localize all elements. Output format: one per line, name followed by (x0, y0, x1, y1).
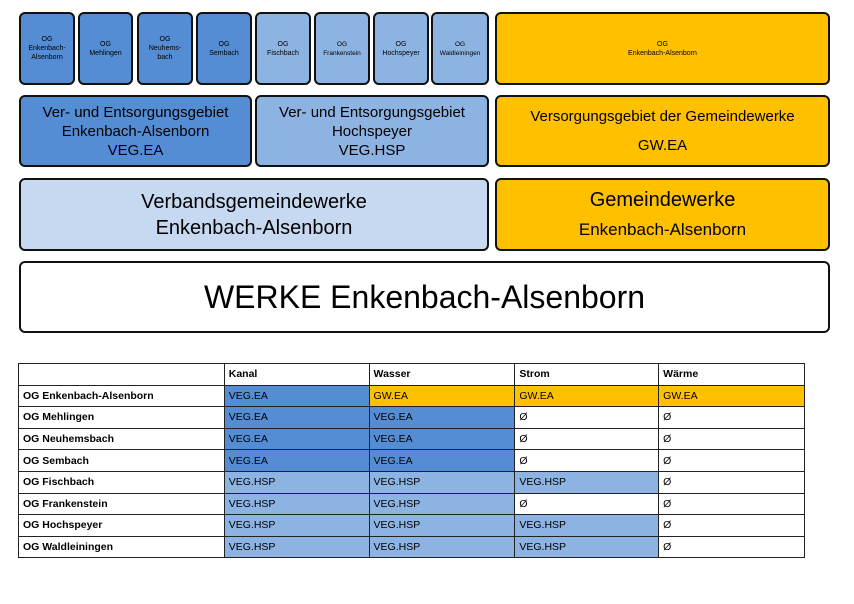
gemeindewerke-box (495, 178, 830, 251)
header-wasser: Wasser (369, 364, 515, 386)
row-name: OG Sembach (19, 450, 225, 472)
header-waerme: Wärme (659, 364, 805, 386)
table-row (19, 536, 805, 558)
cell-wasser: GW.EA (369, 385, 515, 407)
table-row (19, 493, 805, 515)
header-strom: Strom (515, 364, 659, 386)
cell-waerme: GW.EA (659, 385, 805, 407)
cell-wasser: VEG.EA (369, 407, 515, 429)
og-box-frankenstein: OG Frankenstein (314, 12, 370, 85)
row-name: OG Neuhemsbach (19, 428, 225, 450)
og-box-hochspeyer: OG Hochspeyer (373, 12, 429, 85)
og-box-fischbach: OG Fischbach (255, 12, 311, 85)
og-box-gw-enkenbach-alsenborn: OG Enkenbach-Alsenborn (495, 12, 830, 85)
row-name: OG Hochspeyer (19, 515, 225, 537)
cell-wasser: VEG.HSP (369, 471, 515, 493)
cell-strom: Ø (515, 407, 659, 429)
cell-strom: VEG.HSP (515, 515, 659, 537)
gw-area-box (495, 95, 830, 167)
og-box-mehlingen: OG Mehlingen (78, 12, 133, 85)
cell-kanal: VEG.EA (224, 450, 369, 472)
cell-kanal: VEG.EA (224, 385, 369, 407)
og-box-enkenbach-alsenborn: OG Enkenbach- Alsenborn (19, 12, 75, 85)
veg-ea-box: Ver- und Entsorgungsgebiet Enkenbach-Alsenborn VEG.EA (19, 95, 252, 167)
gemeindewerke-location: Enkenbach-Alsenborn (578, 220, 747, 240)
table-header-row (19, 364, 805, 386)
header-kanal: Kanal (224, 364, 369, 386)
cell-strom: VEG.HSP (515, 536, 659, 558)
row-name: OG Waldleiningen (19, 536, 225, 558)
table-row (19, 515, 805, 537)
gw-area-title: Versorgungsgebiet der Gemeindewerke (530, 108, 795, 126)
cell-waerme: Ø (659, 450, 805, 472)
cell-kanal: VEG.HSP (224, 536, 369, 558)
cell-waerme: Ø (659, 407, 805, 429)
row-name: OG Frankenstein (19, 493, 225, 515)
cell-wasser: VEG.HSP (369, 493, 515, 515)
cell-kanal: VEG.EA (224, 407, 369, 429)
verbandsgemeindewerke-box: Verbandsgemeindewerke Enkenbach-Alsenborn (19, 178, 489, 251)
row-name: OG Enkenbach-Alsenborn (19, 385, 225, 407)
cell-waerme: Ø (659, 471, 805, 493)
cell-kanal: VEG.HSP (224, 471, 369, 493)
table-row (19, 407, 805, 429)
row-name: OG Mehlingen (19, 407, 225, 429)
cell-kanal: VEG.EA (224, 428, 369, 450)
og-box-neuhemsbach: OG Neuhems- bach (137, 12, 193, 85)
gemeindewerke-title: Gemeindewerke (589, 188, 736, 211)
table-row (19, 385, 805, 407)
cell-waerme: Ø (659, 515, 805, 537)
row-name: OG Fischbach (19, 471, 225, 493)
cell-waerme: Ø (659, 428, 805, 450)
cell-wasser: VEG.HSP (369, 515, 515, 537)
assignment-table (18, 363, 805, 558)
table-row (19, 471, 805, 493)
og-box-waldleiningen: OG Waldleiningen (431, 12, 489, 85)
table-row (19, 428, 805, 450)
gw-area-code: GW.EA (637, 136, 688, 154)
cell-waerme: Ø (659, 493, 805, 515)
cell-wasser: VEG.EA (369, 450, 515, 472)
cell-kanal: VEG.HSP (224, 515, 369, 537)
werke-box: WERKE Enkenbach-Alsenborn (19, 261, 830, 333)
cell-strom: Ø (515, 450, 659, 472)
cell-wasser: VEG.HSP (369, 536, 515, 558)
veg-hsp-box: Ver- und Entsorgungsgebiet Hochspeyer VEG.HSP (255, 95, 489, 167)
cell-strom: Ø (515, 493, 659, 515)
cell-kanal: VEG.HSP (224, 493, 369, 515)
cell-strom: Ø (515, 428, 659, 450)
header-corner (19, 364, 225, 386)
og-box-sembach: OG Sembach (196, 12, 252, 85)
table-row (19, 450, 805, 472)
cell-strom: VEG.HSP (515, 471, 659, 493)
cell-wasser: VEG.EA (369, 428, 515, 450)
cell-waerme: Ø (659, 536, 805, 558)
cell-strom: GW.EA (515, 385, 659, 407)
